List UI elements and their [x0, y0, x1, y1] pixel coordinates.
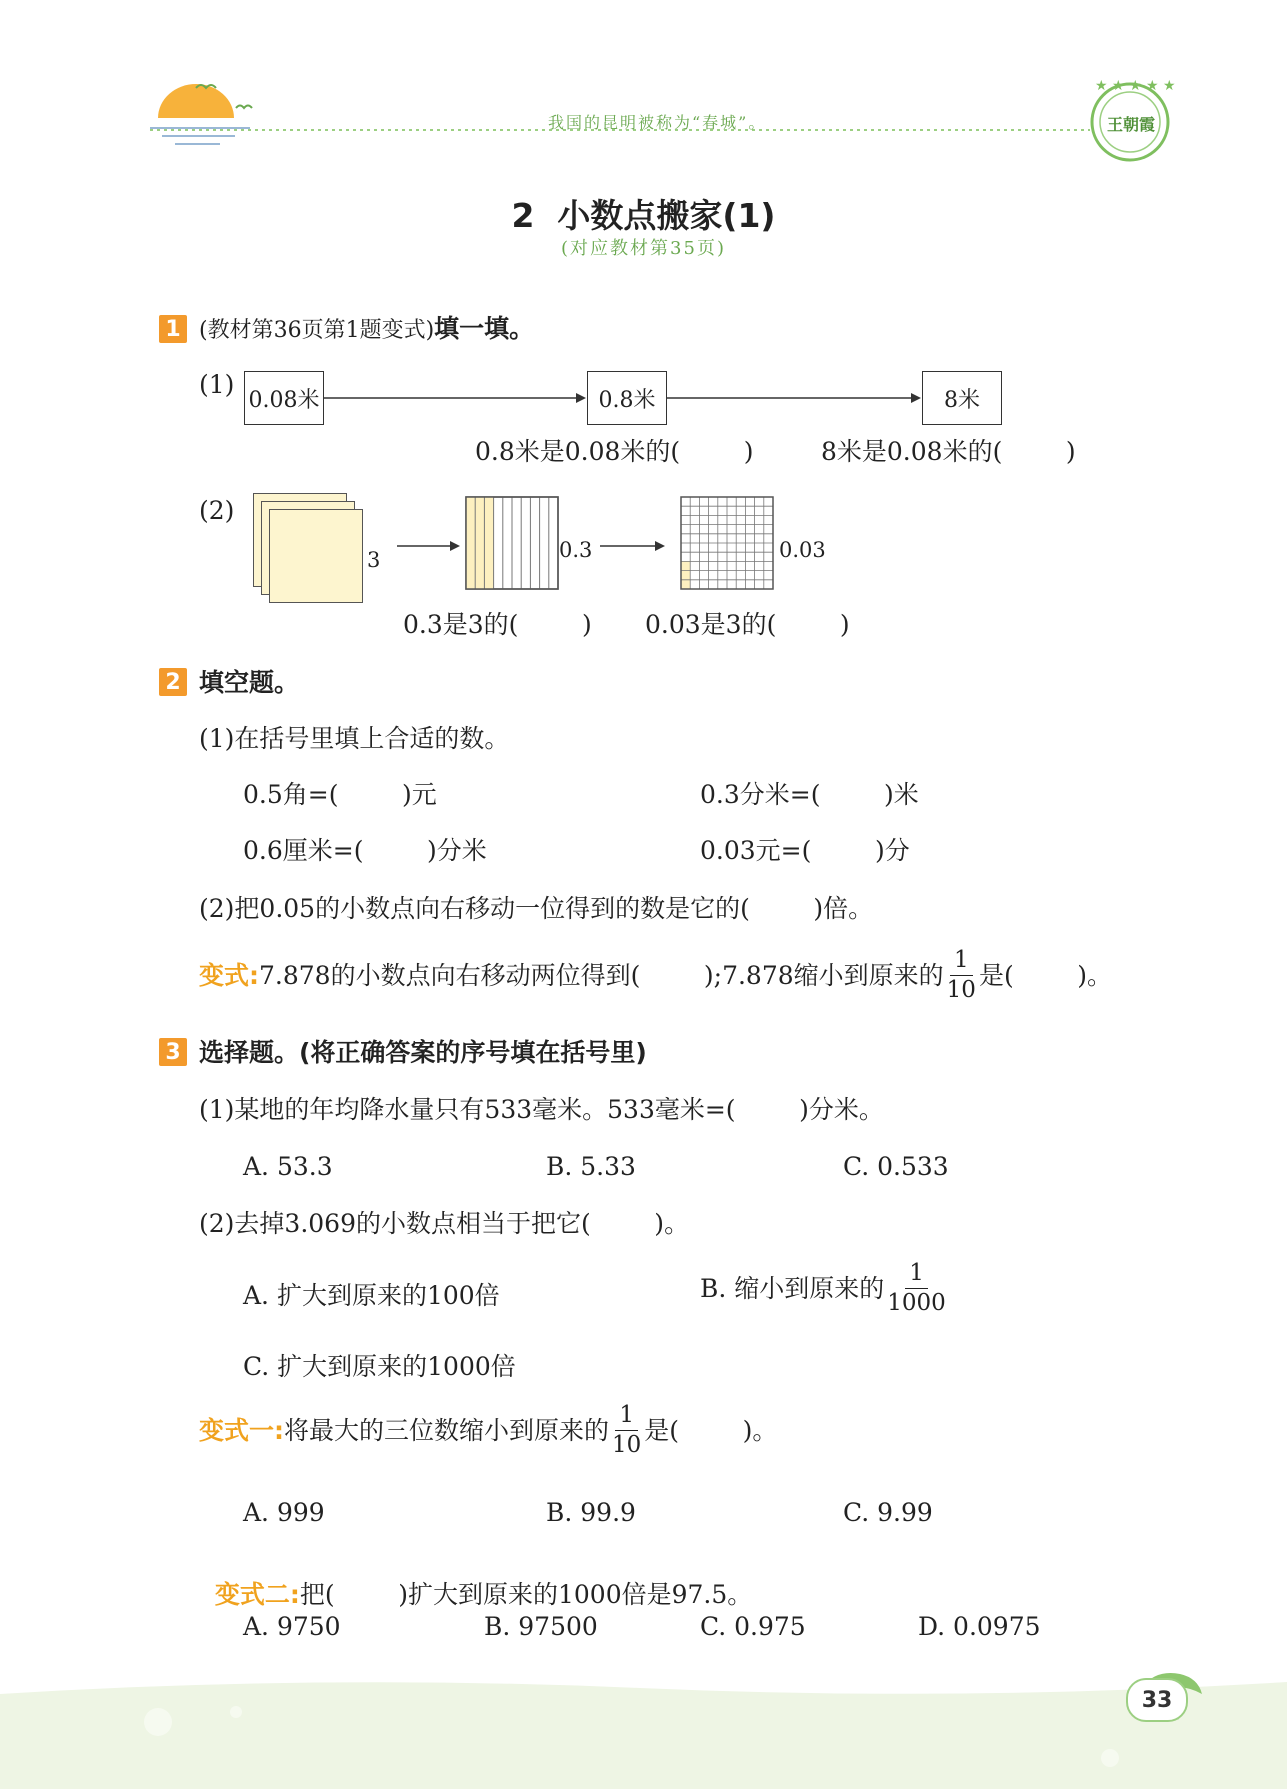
svg-text:★ ★ ★ ★ ★: ★ ★ ★ ★ ★ [1095, 78, 1176, 94]
question-number: 1 [159, 315, 187, 343]
option[interactable]: A. 扩大到原来的100倍 [243, 1281, 500, 1310]
fraction: $\frac{1}{10}$ [946, 947, 976, 1003]
question-number: 2 [159, 668, 187, 696]
option[interactable] [700, 1262, 949, 1315]
option[interactable]: A. 999 [243, 1498, 325, 1527]
option[interactable]: B. 99.9 [546, 1498, 636, 1527]
fill-blank[interactable]: 8米是0.08米的( ) [821, 437, 1076, 466]
question-text[interactable]: (2)把0.05的小数点向右移动一位得到的数是它的( )倍。 [199, 894, 874, 923]
variant-text: 将最大的三位数缩小到原来的 [284, 1416, 610, 1445]
variant-line [199, 949, 1112, 1002]
page-number: 33 [1141, 1687, 1173, 1713]
sun-icon [150, 84, 250, 144]
variant-label: 变式: [199, 961, 259, 990]
fill-blank[interactable]: 0.03元=( )分 [700, 836, 910, 865]
arrow-icon [397, 538, 467, 554]
option[interactable]: B. 5.33 [546, 1152, 636, 1181]
question-1-line [199, 316, 534, 342]
fill-blank[interactable]: 0.03是3的( ) [645, 610, 850, 639]
variant-label: 变式二: [214, 1580, 300, 1609]
fill-blank[interactable]: 0.3是3的( ) [403, 610, 592, 639]
figure-label: 3 [367, 548, 381, 572]
length-box: 0.8米 [587, 371, 667, 425]
fraction: $\frac{1}{1000}$ [887, 1260, 946, 1316]
tenths-grid [465, 496, 559, 590]
figure-label: 0.3 [559, 538, 593, 562]
length-box: 8米 [922, 371, 1002, 425]
part-label: (1) [199, 370, 235, 399]
fraction: $\frac{1}{10}$ [612, 1402, 642, 1458]
question-text[interactable]: (2)去掉3.069的小数点相当于把它( )。 [199, 1209, 690, 1238]
fill-blank[interactable]: 0.6厘米=( )分米 [243, 836, 487, 865]
arrow-icon [600, 538, 672, 554]
page-number-badge [1126, 1678, 1188, 1722]
variant-text[interactable]: 是( )。 [978, 961, 1113, 990]
header-decoration [0, 0, 1287, 170]
option[interactable]: B. 97500 [484, 1612, 598, 1641]
figure-label: 0.03 [779, 538, 826, 562]
fill-blank[interactable]: 0.8米是0.08米的( ) [475, 437, 754, 466]
variant-text[interactable]: 是( )。 [644, 1416, 778, 1445]
question-source: (教材第36页第1题变式) [199, 318, 435, 343]
variant-text[interactable]: 把( )扩大到原来的1000倍是97.5。 [299, 1580, 753, 1609]
option[interactable]: A. 9750 [243, 1612, 341, 1641]
option[interactable]: C. 0.975 [700, 1612, 806, 1641]
option[interactable]: C. 9.99 [843, 1498, 933, 1527]
arrow-icon [324, 388, 924, 408]
fill-blank[interactable]: 0.3分米=( )米 [700, 780, 919, 809]
page-title: 2 小数点搬家(1) [511, 196, 776, 235]
question-text: (1)在括号里填上合适的数。 [199, 724, 510, 753]
page-subtitle: (对应教材第35页) [561, 238, 726, 259]
option-text: B. 缩小到原来的 [700, 1274, 885, 1303]
question-text[interactable]: (1)某地的年均降水量只有533毫米。533毫米=( )分米。 [199, 1095, 884, 1124]
unit-square [269, 509, 363, 603]
length-box: 0.08米 [244, 371, 324, 425]
variant-text[interactable]: 7.878的小数点向右移动两位得到( );7.878缩小到原来的 [259, 961, 944, 990]
option[interactable]: A. 53.3 [243, 1152, 333, 1181]
option[interactable]: C. 0.533 [843, 1152, 949, 1181]
bottom-band [0, 1670, 1287, 1789]
variant-line [199, 1557, 752, 1607]
variant-label: 变式一: [199, 1416, 284, 1445]
logo-text: 王朝霞 [1107, 115, 1156, 134]
question-title: 填空题。 [199, 668, 300, 697]
part-label: (2) [199, 496, 235, 525]
variant-line [199, 1404, 777, 1457]
hundredths-grid [680, 496, 774, 590]
question-title: 选择题。(将正确答案的序号填在括号里) [199, 1038, 647, 1067]
option[interactable]: C. 扩大到原来的1000倍 [243, 1352, 516, 1381]
question-instruction: 填一填。 [434, 314, 535, 343]
option[interactable]: D. 0.0975 [918, 1612, 1041, 1641]
fill-blank[interactable]: 0.5角=( )元 [243, 780, 437, 809]
header-motto: 我国的昆明被称为“春城”。 [548, 113, 767, 132]
question-number: 3 [159, 1038, 187, 1066]
